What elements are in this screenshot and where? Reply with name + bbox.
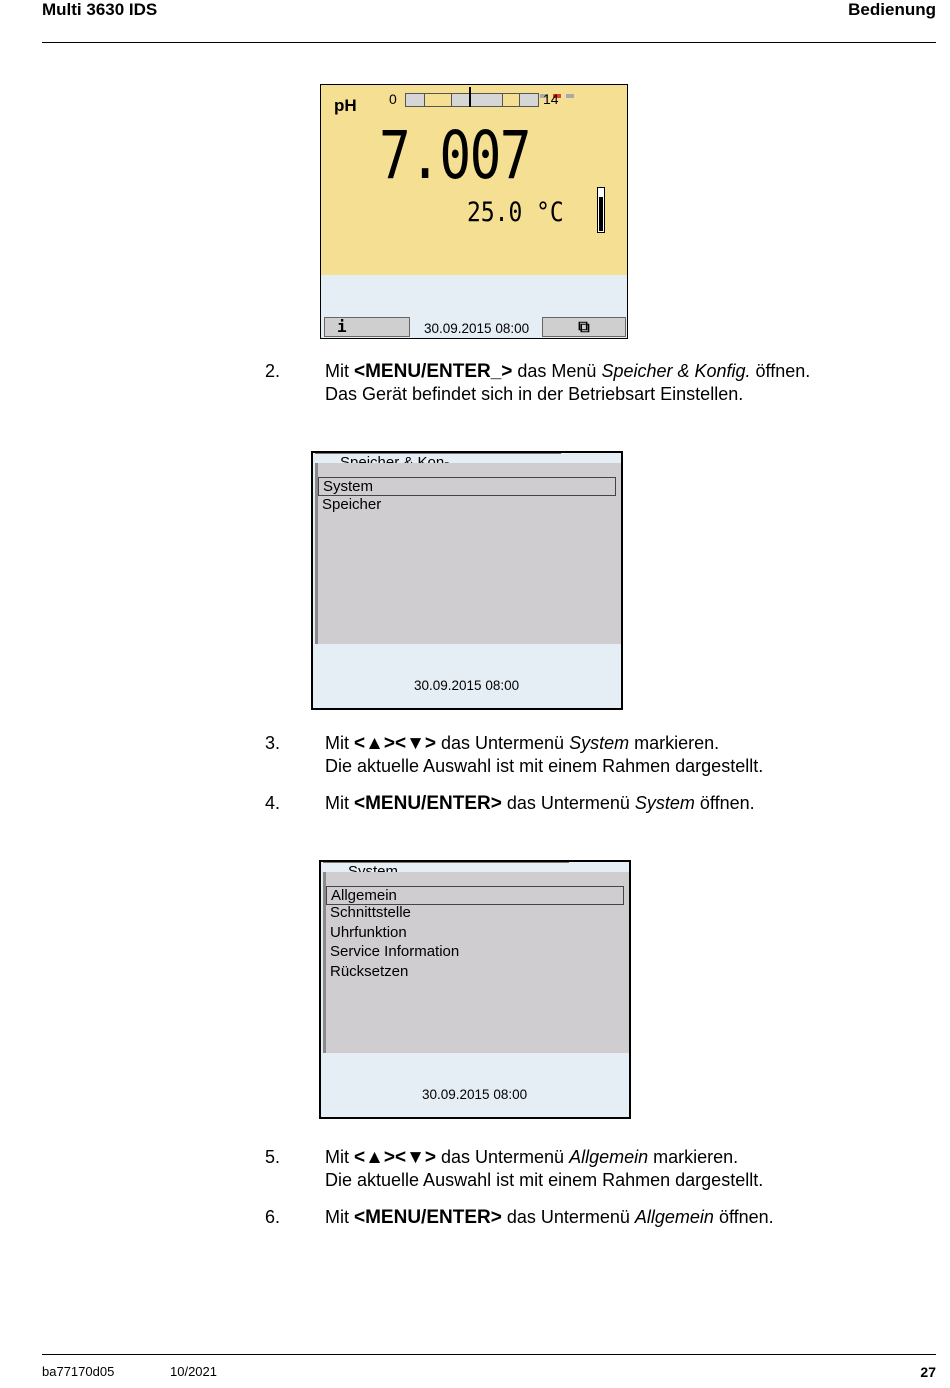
header-rule: [42, 42, 936, 43]
arrow-keys: <▲><▼>: [354, 1147, 436, 1168]
menu-screen-speicher: [311, 451, 623, 710]
menu-item-allgemein[interactable]: Allgemein: [326, 886, 624, 905]
thermometer-icon: [597, 187, 605, 233]
page-number: 27: [920, 1364, 936, 1380]
arrow-keys: <▲><▼>: [354, 733, 436, 754]
menu-enter-key: <MENU/ENTER_>: [354, 361, 513, 382]
footer-rule: [42, 1354, 936, 1355]
footer-doc-id: ba77170d05: [42, 1364, 115, 1379]
menu-enter-key: <MENU/ENTER>: [354, 793, 502, 814]
menu-item-service-information[interactable]: Service Information: [330, 943, 460, 960]
temperature-value: 25.0 °C: [467, 197, 564, 228]
menu-item-uhrfunktion[interactable]: Uhrfunktion: [330, 924, 407, 941]
header-title: Multi 3630 IDS: [42, 0, 158, 19]
display-mode-softkey[interactable]: ⧉: [542, 317, 626, 337]
footer-date: 10/2021: [170, 1364, 217, 1379]
measurement-area: [321, 85, 627, 275]
menu-item-schnittstelle[interactable]: Schnittstelle: [330, 904, 411, 921]
datetime: 30.09.2015 08:00: [422, 1087, 528, 1102]
menu-item-speicher[interactable]: Speicher: [322, 496, 382, 513]
range-bar: [405, 93, 539, 107]
datetime: 30.09.2015 08:00: [414, 678, 520, 693]
range-min: 0: [389, 91, 397, 107]
range-max: 14: [543, 91, 559, 107]
menu-screen-system: [319, 860, 631, 1119]
menu-enter-key: <MENU/ENTER>: [354, 1207, 502, 1228]
bar-marker: [469, 87, 471, 107]
datetime: 30.09.2015 08:00: [424, 321, 530, 336]
menu-item-system[interactable]: System: [318, 477, 616, 496]
measurement-screen: [320, 84, 628, 339]
info-softkey[interactable]: i: [324, 317, 410, 337]
measured-value: 7.007: [379, 117, 530, 194]
menu-item-ruecksetzen[interactable]: Rücksetzen: [330, 963, 409, 980]
header-section: Bedienung: [848, 0, 936, 19]
parameter-label: pH: [334, 96, 357, 115]
